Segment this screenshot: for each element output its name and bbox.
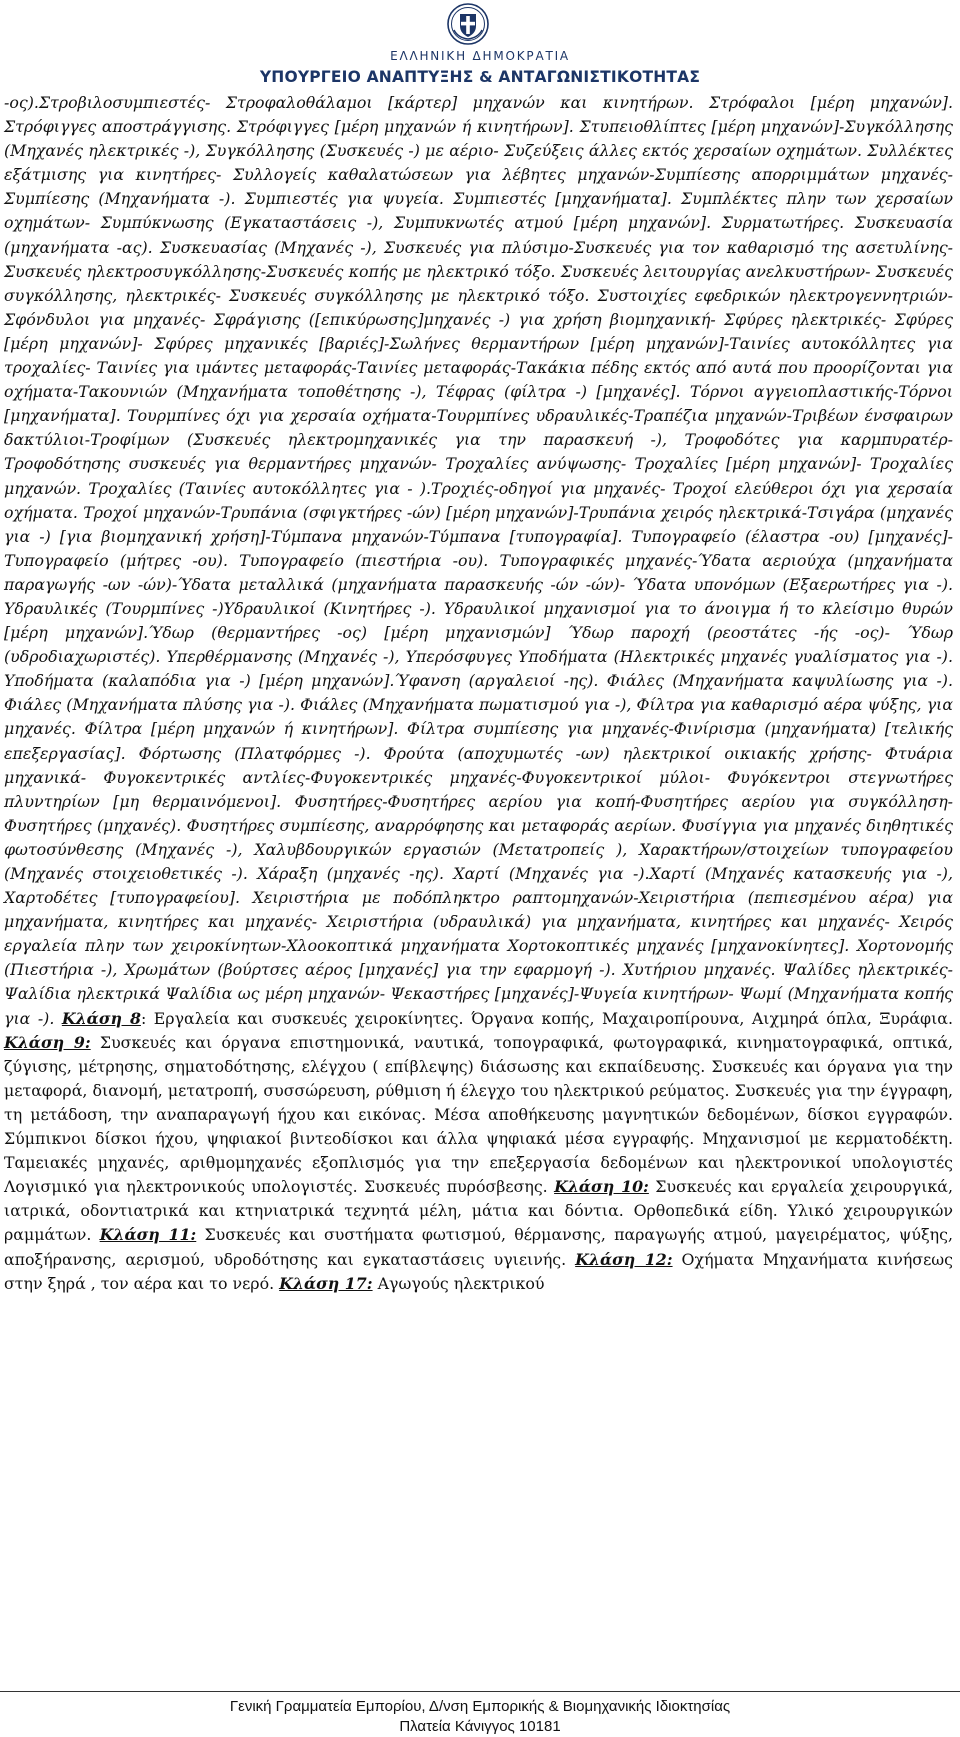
letterhead (0, 0, 960, 92)
footer-line-1: Γενική Γραμματεία Εμπορίου, Δ/νση Εμπορικής & Βιομηχανικής Ιδιοκτησίας (229, 1698, 731, 1715)
text-segment: : Εργαλεία και συσκευές χειροκίνητες. Όργανα κοπής, Μαχαιροπίρουνα, Αιχμηρά όπλα, Ξυράφια. (140, 1008, 953, 1028)
document-body (4, 91, 953, 1296)
footer (0, 1697, 960, 1737)
text-segment: Συσκευές και συστήματα φωτισμού, θέρμανσης, παραγωγής ατμού, μαγειρέματος, ψύξης, αποξήρανσης, αερισμού, υδροδότησης και εγκαταστάσεις υγιεινής. (4, 1225, 953, 1269)
text-segment: Συσκευές και όργανα επιστημονικά, ναυτικά, τοπογραφικά, φωτογραφικά, κινηματογραφικά, οπτικά, ζύγισης, μέτρησης, σηματοδότησης, ελέγχου ( επίβλεψης) διάσωσης και εκπαίδευσης. Συσκευές και όργανα για την μεταφορά, διανομή, μετατροπή, συσσώρευση, ρύθμιση ή έλεγχο του ηλεκτρικού ρεύματος. Συσκευές για την έγγραφη, τη μετάδοση, την αναπαραγωγή ήχου και εικόνας. Μέσα αποθήκευσης μαγνητικών δεδομένων, δίσκοι εγγραφών. Σύμπικνοι δίσκοι ήχου, ψηφιακοί βιντεοδίσκοι και άλλα ψηφιακά μέσα εγγραφής. Μηχανισμοί με κερματοδέκτη. Ταμειακές μηχανές, αριθμομηχανές εξοπλισμός για την επεξεργασία δεδομένων και ηλεκτρονικοί υπολογιστές Λογισμικό για ηλεκτρονικούς υπολογιστές. Συσκευές πυρόσβεσης. (4, 1032, 953, 1197)
ministry-name: ΥΠΟΥΡΓΕΙΟ ΑΝΑΠΤΥΞΗΣ & ΑΝΤΑΓΩΝΙΣΤΙΚΟΤΗΤΑΣ (259, 68, 701, 86)
class-12-label: Κλάση 12: (575, 1249, 673, 1269)
class-10-label: Κλάση 10: (554, 1177, 649, 1197)
footer-divider (0, 1691, 960, 1692)
class-8-label: Κλάση 8 (61, 1008, 141, 1028)
class-9-label: Κλάση 9: (4, 1032, 91, 1052)
text-segment: Αγωγούς ηλεκτρικού (372, 1273, 545, 1293)
footer-line-2: Πλατεία Κάνιγγος 10181 (399, 1718, 561, 1735)
republic-name: ΕΛΛΗΝΙΚΗ ΔΗΜΟΚΡΑΤΙΑ (390, 49, 570, 63)
text-segment: -ος).Στροβιλοσυμπιεστές- Στροφαλοθάλαμοι [κάρτερ] μηχανών και κινητήρων. Στρόφαλοι [μέρη μηχανών]. Στρόφιγγες αποστράγγισης. Στρόφιγγες [μέρη μηχανών ή κινητήρων]. Στυπειοθλίπτες [μέρη μηχανών]-Συγκόλλησης (Μηχανές ηλεκτρικές -), Συγκόλλησης (Συσκευές -) με αέριο- Συζεύξεις άλλες εκτός χερσαίων οχημάτων. Συλλέκτες εξάτμισης για κινητήρες- Συλλογείς καθαλατώσεων για λέβητες μηχανών-Συμπίεσης απορριμμάτων μηχανές- Συμπίεσης (Μηχανήματα -). Συμπιεστές για ψυγεία. Συμπιεστές [μηχανήματα]. Συμπλέκτες πλην των χερσαίων οχημάτων- Συμπύκνωσης (Εγκαταστάσεις -), Συμπυκνωτές ατμού [μέρη μηχανών]. Συρματωτήρες. Συσκευασία (μηχανήματα -ας). Συσκευασίας (Μηχανές -), Συσκευές για πλύσιμο-Συσκευές για τον καθαρισμό της ασετυλίνης- Συσκευές ηλεκτροσυγκόλλησης-Συσκευές κοπής με ηλεκτρικό τόξο. Συσκευές λειτουργίας ανελκυστήρων- Συσκευές συγκόλλησης, ηλεκτρικές- Συσκευές συγκόλλησης με ηλεκτρικό τόξο. Συστοιχίες εφεδρικών ηλεκτρογεννητριών- Σφόνδυλοι για μηχανές- Σφράγισης ([επικύρωσης]μηχανές -) για χρήση βιομηχανική- Σφύρες ηλεκτρικές- Σφύρες [μέρη μηχανών]- Σφύρες μηχανικές [βαριές]-Σωλήνες θερμαντήρων [μέρη μηχανών]-Ταινίες αυτοκόλλητες για τροχαλίες- Ταινίες για ιμάντες μεταφοράς-Ταινίες μεταφοράς-Τακάκια πέδης εκτός από αυτά που προορίζονται για οχήματα-Τακουνιών (Μηχανήματα τοποθέτησης -), Τέφρας (φίλτρα -) [μηχανές]. Τόρνοι αγγειοπλαστικής-Τόρνοι [μηχανήματα]. Τουρμπίνες όχι για χερσαία οχήματα-Τουρμπίνες υδραυλικές-Τραπέζια μηχανών-Τριβέων ένσφαιρων δακτύλιοι-Τροφίμων (Συσκευές ηλεκτρομηχανικές για την παρασκευή -), Τροφοδότες για καρμπυρατέρ-Τροφοδότησης συσκευές για θερμαντήρες μηχανών- Τροχαλίες ανύψωσης- Τροχαλίες [μέρη μηχανών]- Τροχαλίες μηχανών. Τροχαλίες (Ταινίες αυτοκόλλητες για - ).Τροχιές-οδηγοί για μηχανές- Τροχοί ελεύθεροι όχι για χερσαία οχήματα. Τροχοί μηχανών-Τρυπάνια (σφιγκτήρες -ών) [μέρη μηχανών]-Τρυπάνια χειρός ηλεκτρικά-Τσιγάρα (μηχανές για -) [για βιομηχανική χρήση]-Τύμπανα μηχανών-Τύμπανα [τυπογραφία]. Τυπογραφείο (έλαστρα -ου) [μηχανές]-Τυπογραφείο (μήτρες -ου). Τυπογραφείο (πιεστήρια -ου). Τυπογραφικές μηχανές-Ύδατα αεριούχα (μηχανήματα παραγωγής -ων -ών)-Ύδατα μεταλλικά (μηχανήματα παρασκευής -ών -ών)- Ύδατα υπονόμων (Εξαερωτήρες για -). Υδραυλικές (Τουρμπίνες -)Υδραυλικοί (Κινητήρες -). Υδραυλικοί μηχανισμοί για το άνοιγμα ή το κλείσιμο θυρών [μέρη μηχανών].Ύδωρ (θερμαντήρες -ος) [μέρη μηχανισμών] Ύδωρ παροχή (ρεοστάτες -ής -ος)- Ύδωρ (υδροδιαχωριστές). Υπερθέρμανσης (Μηχανές -), Υπερόσφυγες Υποδήματα (Ηλεκτρικές μηχανές γυαλίσματος για -). Υποδήματα (καλαπόδια για -) [μέρη μηχανών].Ύφανση (αργαλειοί -ης). Φιάλες (Μηχανήματα καψυλίωσης για -). Φιάλες (Μηχανήματα πλύσης για -). Φιάλες (Μηχανήματα πωματισμού για -), Φίλτρα για καθαρισμό αέρα ψύξης, για μηχανές. Φίλτρα [μέρη μηχανών ή κινητήρων]. Φίλτρα συμπίεσης για μηχανές-Φινίρισμα (μηχανήματα) [τελικής επεξεργασίας]. Φόρτωσης (Πλατφόρμες -). Φρούτα (αποχυμωτές -ων) ηλεκτρικοί οικιακής χρήσης- Φτυάρια μηχανικά- Φυγοκεντρικές αντλίες-Φυγοκεντρικές μηχανές-Φυγοκεντρικοί μύλοι- Φυγόκεντροι στεγνωτήρες πλυντηρίων [μη θερμαινόμενοι]. Φυσητήρες-Φυσητήρες αερίου για κοπή-Φυσητήρες αερίου για συγκόλληση-Φυσητήρες (μηχανές). Φυσητήρες συμπίεσης, αναρρόφησης και μεταφοράς αερίων. Φυσίγγια για μηχανές διηθητικές φωτοσύνθεσης (Μηχανές -), Χαλυβδουργικών εργασιών (Μετατροπείς ), Χαρακτήρων/στοιχείων τυπογραφείου (Μηχανές στοιχειοθετικές -). Χάραξη (μηχανές -ης). Χαρτί (Μηχανές για -).Χαρτί (Μηχανές κατασκευής για -), Χαρτοδέτες [τυπογραφείου]. Χειριστήρια με ποδόπληκτρο ραπτομηχανών-Χειριστήρια (πεπιεσμένου αέρα) για μηχανήματα, κινητήρες και μηχανές- Χειριστήρια (υδραυλικά) για μηχανήματα, κινητήρες και μηχανές- Χειρός εργαλεία πλην των χειροκίνητων-Χλοοκοπτικά μηχανήματα Χορτοκοπτικές μηχανές [μηχανοκίνητες]. Χορτονομής (Πιεστήρια -), Χρωμάτων (βούρτσες αέρος [μηχανές] για την εφαρμογή -). Χυτήριου μηχανές. Ψαλίδες ηλεκτρικές- Ψαλίδια ηλεκτρικά Ψαλίδια ως μέρη μηχανών- Ψεκαστήρες [μηχανές]-Ψυγεία κινητήρων- Ψωμί (Μηχανήματα κοπής για -). (4, 93, 953, 1028)
greek-coat-of-arms-icon (446, 2, 490, 46)
class-11-label: Κλάση 11: (99, 1225, 197, 1245)
text-segment: Συσκευές και εργαλεία χειρουργικά, ιατρικά, οδοντιατρικά και κτηνιατρικά τεχνητά μέλη, μάτια και δόντια. Ορθοπεδικά είδη. Υλικό χειρουργικών ραμμάτων. (4, 1177, 953, 1245)
class-17-label: Κλάση 17: (279, 1273, 373, 1293)
text-segment: Οχήματα Μηχανήματα κινήσεως στην ξηρά , τον αέρα και το νερό. (4, 1249, 953, 1293)
